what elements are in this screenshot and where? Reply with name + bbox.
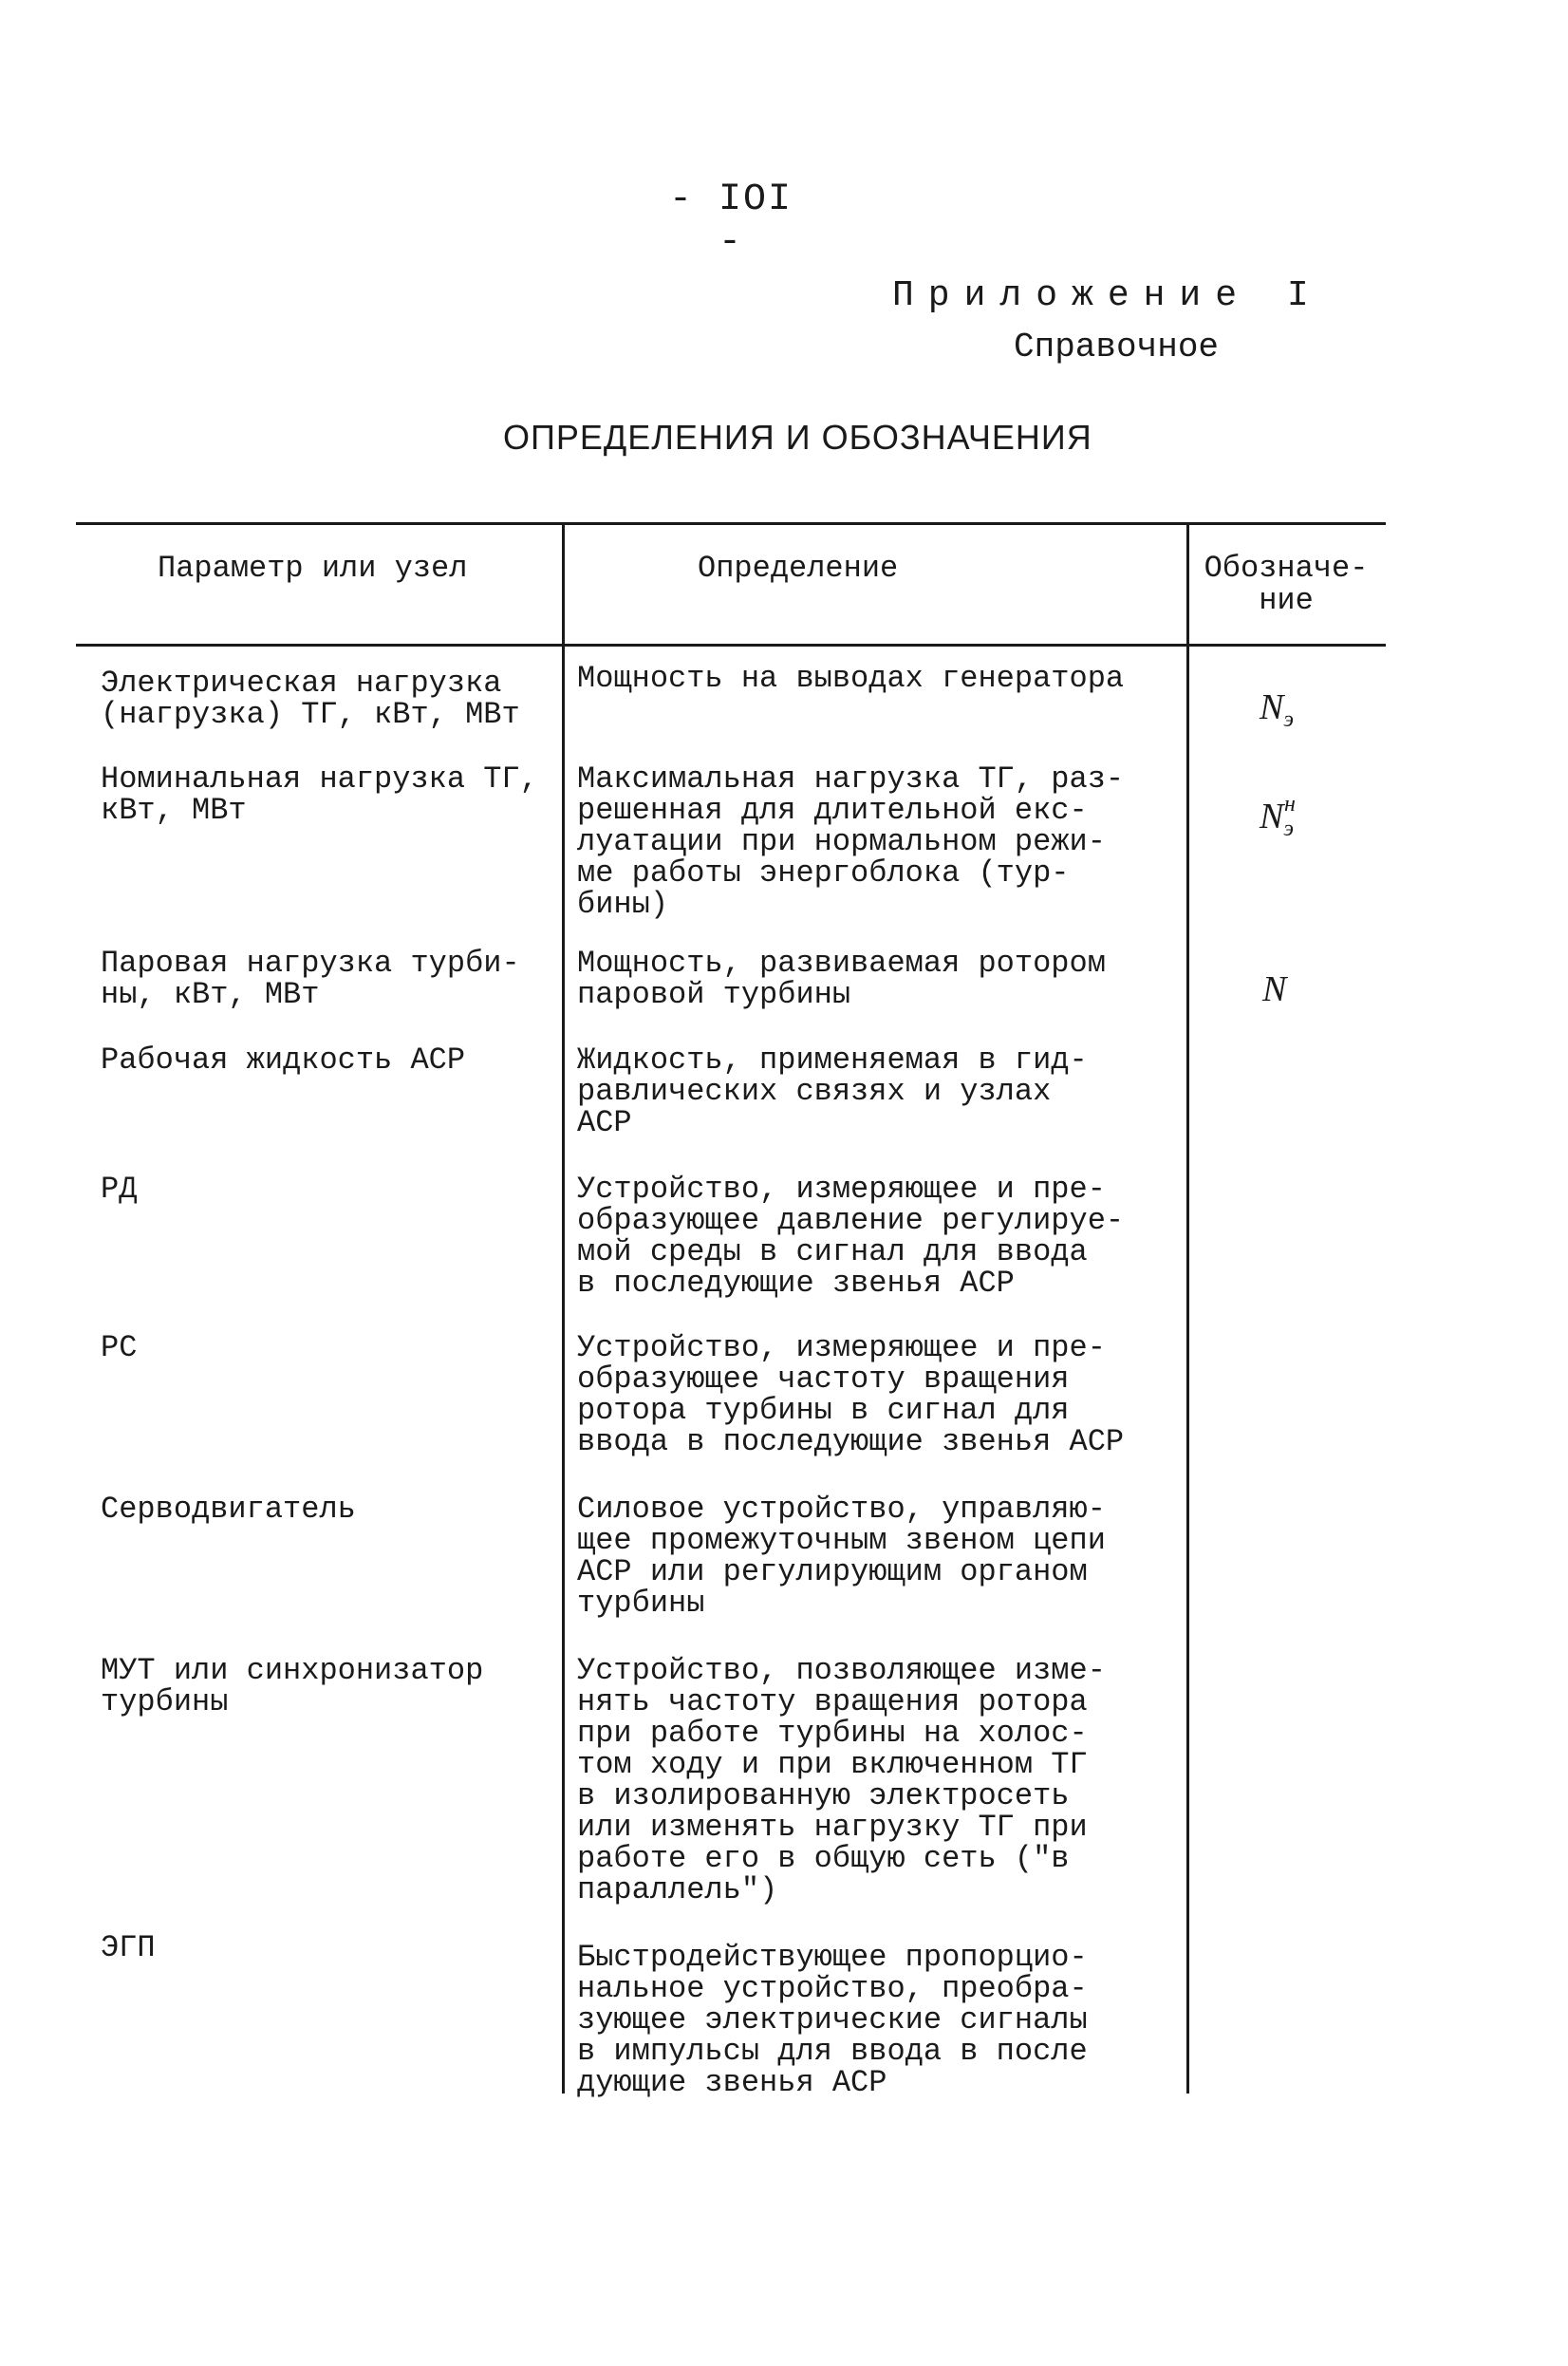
header-symbol: Обозначе- ние (1204, 551, 1369, 618)
row-6-definition: Устройство, измеряющее и пре- образующее частоту вращения ротора турбины в сигнал для ввода в последующие звенья АСР (577, 1330, 1125, 1459)
row-2-definition: Максимальная нагрузка ТГ, раз- решенная для длительной екс- луатации при нормальном режи- ме работы энергоблока (тур- бины) (577, 761, 1125, 922)
row-1-symbol: $N_э$ (1260, 687, 1294, 732)
row-5-param: РД (101, 1172, 138, 1207)
row-7-definition: Силовое устройство, управляю- щее промежуточным звеном цепи АСР или регулирующим органом турбины (577, 1492, 1106, 1621)
row-3-param: Паровая нагрузка турби- ны, кВт, МВт (101, 946, 520, 1012)
row-4-definition: Жидкость, применяемая в гид- равлических связях и узлах АСР (577, 1042, 1088, 1140)
header-param: Параметр или узел (158, 551, 468, 586)
row-9-definition: Быстродействующее пропорцио- нальное устройство, преобра- зующее электрические сигналы в импульсы для ввода в после дующие звенья АСР (577, 1940, 1088, 2100)
row-7-param: Серводвигатель (101, 1492, 356, 1527)
row-2-param: Номинальная нагрузка ТГ, кВт, МВт (101, 761, 538, 828)
row-4-param: Рабочая жидкость АСР (101, 1042, 466, 1078)
row-8-definition: Устройство, позволяющее изме- нять частоту вращения ротора при работе турбины на холос- том ходу и при включенном ТГ в изолированную электросеть или изменять нагрузку ТГ при работе его в общую сеть ("в параллель") (577, 1653, 1106, 1907)
definitions-table (76, 520, 1386, 2101)
row-3-symbol: N (1262, 969, 1287, 1009)
row-1-param: Электрическая нагрузка (нагрузка) ТГ, кВт, МВт (101, 666, 520, 732)
row-1-definition: Мощность на выводах генератора (577, 661, 1125, 696)
row-3-definition: Мощность, развиваемая ротором паровой турбины (577, 946, 1106, 1012)
header-definition: Определение (698, 551, 899, 586)
column-divider-1 (562, 522, 565, 2094)
row-8-param: МУТ или синхронизатор турбины (101, 1653, 484, 1719)
row-9-param: ЭГП (101, 1930, 156, 1965)
appendix-subtitle: Справочное (1014, 328, 1220, 366)
page-number: - IOI - (668, 178, 793, 264)
table-top-rule (76, 522, 1386, 525)
row-6-param: РС (101, 1330, 138, 1365)
table-header-rule (76, 644, 1386, 647)
row-5-definition: Устройство, измеряющее и пре- образующее давление регулируе- мой среды в сигнал для ввода в последующие звенья АСР (577, 1172, 1125, 1301)
section-title: ОПРЕДЕЛЕНИЯ И ОБОЗНАЧЕНИЯ (503, 418, 1092, 457)
appendix-title: Приложение I (892, 275, 1323, 316)
row-2-symbol: $N_э^н$ (1260, 792, 1296, 841)
